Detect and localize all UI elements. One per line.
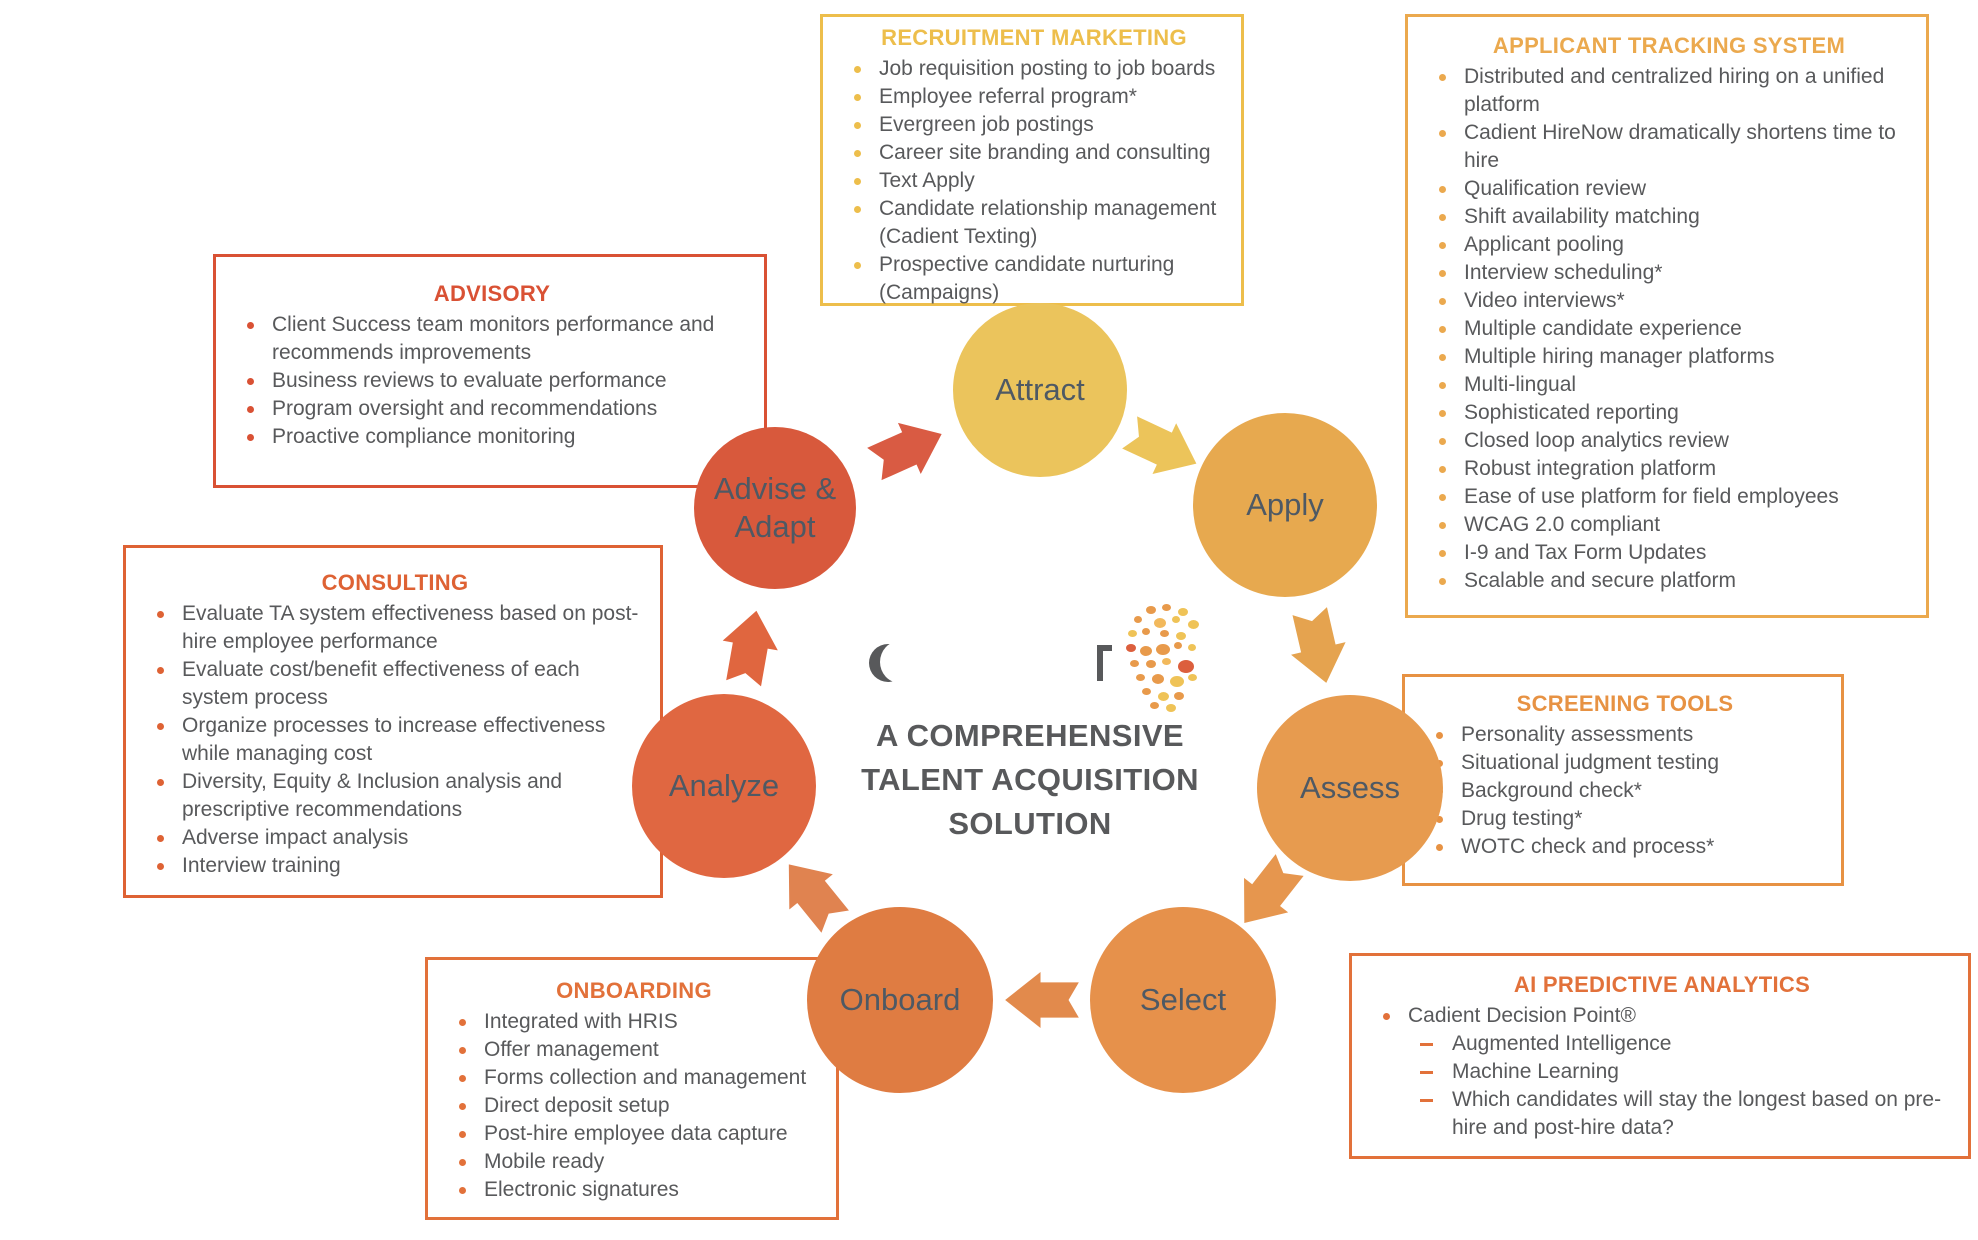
list-item [845,83,1223,111]
list-item [450,1036,818,1064]
list-item [148,600,642,656]
logo-gamma-icon [1097,645,1112,681]
list-item-text: Background check* [1461,779,1642,802]
list-item-text: Interview scheduling* [1464,261,1663,284]
center-title [820,714,1240,846]
list-item-text: Multi-lingual [1464,373,1577,396]
list-item-text: Mobile ready [484,1150,605,1173]
center-title-line1: A COMPREHENSIVE [875,718,1184,753]
onboarding-title: ONBOARDING [556,978,712,1003]
bullet-icon [1439,438,1446,445]
globe-dot [1162,658,1171,665]
list-item [1430,315,1908,343]
stage-advise-adapt [694,427,856,589]
list-item-text: Evaluate cost/benefit effectiveness of each system process [182,658,580,709]
bullet-icon [459,1131,466,1138]
list-item [148,824,642,852]
list-item [1427,777,1823,805]
bullet-icon [157,667,164,674]
list-item [1427,805,1823,833]
bullet-icon [1420,1099,1433,1102]
globe-dot [1162,604,1171,611]
list-item [845,111,1223,139]
list-item [1427,721,1823,749]
list-item [450,1176,818,1204]
list-item-text: Video interviews* [1464,289,1625,312]
globe-dot [1166,704,1176,712]
list-item-text: Interview training [182,854,341,877]
list-item [148,852,642,880]
list-item-text: Evergreen job postings [879,113,1094,136]
list-item-text: Situational judgment testing [1461,751,1719,774]
bullet-icon [247,406,254,413]
list-item [845,139,1223,167]
list-item-text: Job requisition posting to job boards [879,57,1216,80]
list-item-text: Electronic signatures [484,1178,679,1201]
consulting-title: CONSULTING [321,570,469,595]
recruitment-marketing-box [820,14,1244,306]
bullet-icon [1439,130,1446,137]
globe-dot [1140,646,1152,656]
list-item [1430,427,1908,455]
list-item [1430,399,1908,427]
list-item [1430,119,1908,175]
list-item-text: Closed loop analytics review [1464,429,1729,452]
bullet-icon [459,1187,466,1194]
list-item [148,712,642,768]
list-item-text: Robust integration platform [1464,457,1717,480]
globe-dot [1158,692,1169,701]
list-item-text: Adverse impact analysis [182,826,409,849]
globe-dot [1142,688,1151,695]
list-item-text: Machine Learning [1452,1060,1619,1083]
list-item-text: Post-hire employee data capture [484,1122,788,1145]
applicant-tracking-system-list [1430,63,1908,595]
bullet-icon [1439,186,1446,193]
list-item-text: Direct deposit setup [484,1094,670,1117]
globe-dot [1136,674,1145,681]
arrow-attract-to-apply-icon [1118,407,1209,489]
stage-label: Assess [1300,770,1400,805]
list-item [1427,833,1823,861]
bullet-icon [247,322,254,329]
bullet-icon [459,1159,466,1166]
list-item-text: Client Success team monitors performance and recommends improvements [272,313,715,364]
list-item [238,423,746,451]
globe-dot [1178,660,1194,673]
bullet-icon [157,835,164,842]
list-item [1430,371,1908,399]
bullet-icon [157,863,164,870]
bullet-icon [459,1019,466,1026]
bullet-icon [1439,326,1446,333]
globe-dot [1178,608,1188,616]
list-item [1374,1030,1950,1058]
center-title-line2: TALENT ACQUISITION [861,762,1199,797]
list-item [1374,1002,1950,1030]
list-item [1430,259,1908,287]
ai-predictive-analytics-title: AI PREDICTIVE ANALYTICS [1513,972,1811,997]
screening-tools-list [1427,721,1823,861]
advisory-box [213,254,767,488]
screening-tools-box [1402,674,1844,886]
stage-attract [953,303,1127,477]
bullet-icon [1420,1071,1433,1074]
stage-label: Advise & Adapt [713,471,837,544]
list-item-text: Sophisticated reporting [1464,401,1679,424]
bullet-icon [1439,214,1446,221]
list-item-text: Candidate relationship management (Cadient Texting) [879,197,1217,248]
list-item-text: Diversity, Equity & Inclusion analysis and prescriptive recommendations [182,770,563,821]
stage-label: Attract [995,372,1085,407]
list-item-text: WOTC check and process* [1461,835,1715,858]
list-item-text: Drug testing* [1461,807,1583,830]
bullet-icon [1439,74,1446,81]
stage-label: Onboard [839,982,961,1017]
arrow-advise-to-attract-icon [863,408,953,489]
globe-dot [1150,702,1159,709]
globe-dot [1188,644,1196,651]
arrow-apply-to-assess-icon [1282,605,1353,690]
bullet-icon [854,206,861,213]
list-item-text: Multiple hiring manager platforms [1464,345,1775,368]
list-item [238,395,746,423]
onboarding-box [425,957,839,1220]
list-item [1430,63,1908,119]
list-item-text: I-9 and Tax Form Updates [1464,541,1707,564]
list-item [1430,231,1908,259]
bullet-icon [1439,354,1446,361]
bullet-icon [459,1103,466,1110]
list-item-text: Business reviews to evaluate performance [272,369,667,392]
list-item-text: Ease of use platform for field employees [1464,485,1839,508]
bullet-icon [1439,578,1446,585]
stage-label: Apply [1246,487,1324,522]
bullet-icon [854,150,861,157]
bullet-icon [459,1075,466,1082]
list-item-text: Multiple candidate experience [1464,317,1742,340]
logo-crescent-icon [869,644,907,682]
list-item-text: Cadient HireNow dramatically shortens time to hire [1464,121,1896,172]
bullet-icon [1439,270,1446,277]
arrow-select-to-onboard-icon [1005,972,1079,1028]
stage-select [1090,907,1276,1093]
list-item-text: Scalable and secure platform [1464,569,1736,592]
globe-dot [1160,630,1169,637]
list-item [450,1008,818,1036]
list-item [845,55,1223,83]
ai-predictive-analytics-box [1349,953,1971,1159]
list-item-text: Shift availability matching [1464,205,1700,228]
screening-tools-title: SCREENING TOOLS [1516,691,1734,716]
recruitment-marketing-title: RECRUITMENT MARKETING [881,25,1187,50]
list-item-text: Forms collection and management [484,1066,807,1089]
consulting-box [123,545,663,898]
list-item [1427,749,1823,777]
logo-dotted-globe-icon [1126,604,1198,714]
bullet-icon [1439,382,1446,389]
bullet-icon [1439,550,1446,557]
list-item [845,195,1223,251]
list-item-text: Offer management [484,1038,659,1061]
applicant-tracking-system-box [1405,14,1929,618]
list-item-text: Prospective candidate nurturing (Campaigns) [879,253,1175,304]
globe-dot [1134,616,1142,623]
globe-dot [1176,632,1186,640]
list-item-text: Employee referral program* [879,85,1137,108]
list-item-text: Augmented Intelligence [1452,1032,1672,1055]
list-item-text: Applicant pooling [1464,233,1624,256]
list-item-text: Personality assessments [1461,723,1694,746]
globe-dot [1146,660,1156,668]
globe-dot [1188,620,1199,629]
list-item [148,656,642,712]
list-item-text: Program oversight and recommendations [272,397,658,420]
bullet-icon [247,378,254,385]
globe-dot [1142,628,1150,635]
globe-dot [1156,644,1170,655]
stage-analyze [632,694,816,878]
globe-dot [1174,692,1184,700]
list-item-text: Proactive compliance monitoring [272,425,576,448]
globe-dot [1128,630,1137,637]
applicant-tracking-system-title: APPLICANT TRACKING SYSTEM [1492,33,1846,58]
bullet-icon [854,262,861,269]
list-item [450,1092,818,1120]
bullet-icon [854,122,861,129]
bullet-icon [1436,732,1443,739]
arrow-analyze-to-advise-icon [716,606,784,689]
list-item-text: Which candidates will stay the longest based on pre-hire and post-hire data? [1452,1088,1942,1139]
list-item [450,1148,818,1176]
stage-onboard [807,907,993,1093]
list-item [1430,287,1908,315]
list-item [1374,1058,1950,1086]
ai-predictive-analytics-list [1374,1002,1950,1142]
list-item [1430,539,1908,567]
list-item-text: Integrated with HRIS [484,1010,678,1033]
list-item [1430,567,1908,595]
bullet-icon [1439,298,1446,305]
bullet-icon [247,434,254,441]
bullet-icon [459,1047,466,1054]
bullet-icon [854,94,861,101]
stage-label: Select [1139,982,1227,1017]
list-item-text: Cadient Decision Point® [1408,1004,1636,1027]
globe-dot [1174,642,1182,649]
list-item-text: Text Apply [879,169,975,192]
list-item-text: Organize processes to increase effectiveness while managing cost [182,714,606,765]
bullet-icon [854,66,861,73]
bullet-icon [157,611,164,618]
stage-apply [1193,413,1377,597]
onboarding-list [450,1008,818,1204]
list-item-text: Qualification review [1464,177,1647,200]
list-item [238,311,746,367]
list-item-text: WCAG 2.0 compliant [1464,513,1661,536]
bullet-icon [1383,1013,1390,1020]
advisory-title: ADVISORY [433,281,551,306]
consulting-list [148,600,642,880]
globe-dot [1188,674,1197,681]
globe-dot [1130,660,1139,667]
globe-dot [1172,616,1180,623]
bullet-icon [1436,844,1443,851]
recruitment-marketing-list [845,55,1223,307]
globe-dot [1154,618,1166,628]
list-item [1430,203,1908,231]
bullet-icon [1439,522,1446,529]
bullet-icon [1420,1043,1433,1046]
bullet-icon [157,723,164,730]
stage-assess [1257,695,1443,881]
globe-dot [1126,644,1136,652]
list-item [1430,455,1908,483]
list-item [1430,343,1908,371]
advisory-list [238,311,746,451]
list-item [1374,1086,1950,1142]
list-item [1430,483,1908,511]
list-item [148,768,642,824]
bullet-icon [1439,494,1446,501]
list-item [450,1120,818,1148]
list-item [450,1064,818,1092]
list-item [845,251,1223,307]
list-item [1430,511,1908,539]
list-item [845,167,1223,195]
list-item-text: Career site branding and consulting [879,141,1211,164]
bullet-icon [1439,242,1446,249]
globe-dot [1146,606,1156,614]
globe-dot [1152,674,1164,684]
bullet-icon [1439,410,1446,417]
list-item [1430,175,1908,203]
list-item-text: Distributed and centralized hiring on a unified platform [1464,65,1885,116]
bullet-icon [854,178,861,185]
bullet-icon [1439,466,1446,473]
list-item [238,367,746,395]
globe-dot [1170,676,1184,687]
center-title-line3: SOLUTION [948,806,1112,841]
list-item-text: Evaluate TA system effectiveness based on post-hire employee performance [182,602,639,653]
bullet-icon [157,779,164,786]
stage-label: Analyze [668,768,780,803]
